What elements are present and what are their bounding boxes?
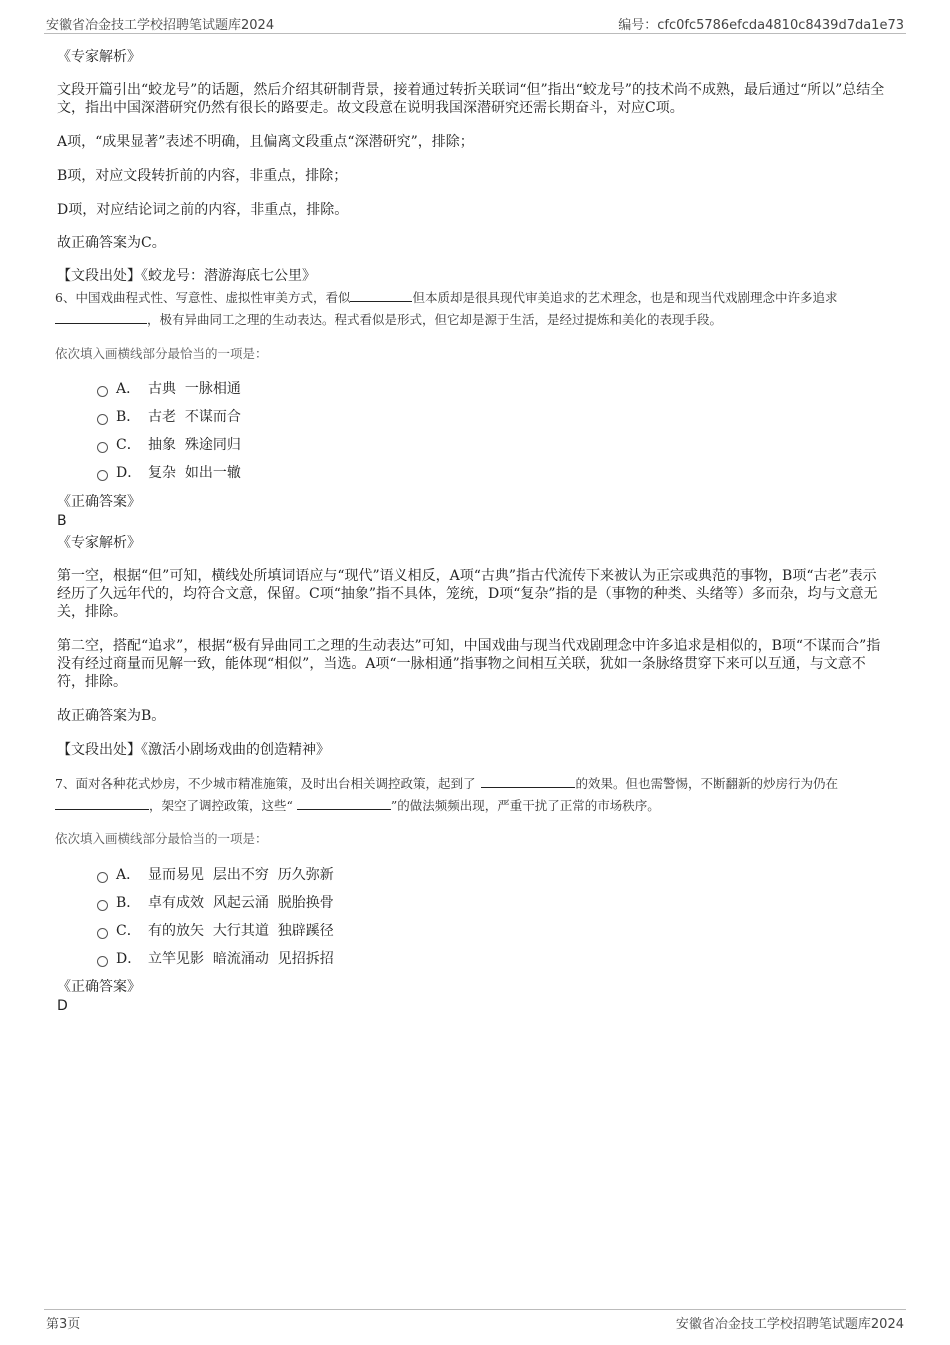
q5-analysis-option-d: D项，对应结论词之前的内容，非重点，排除。 [57, 202, 349, 218]
q5-analysis-option-b: B项，对应文段转折前的内容，非重点，排除； [57, 168, 348, 184]
q6-blank-1 [350, 288, 412, 302]
q7-option-c-text: 有的放矢 大行其道 独辟蹊径 [148, 923, 334, 939]
q6-option-a-text: 古典 一脉相通 [148, 381, 241, 397]
q7-option-b[interactable] [97, 894, 334, 912]
q7-option-b-text: 卓有成效 风起云涌 脱胎换骨 [148, 895, 334, 911]
q6-option-c[interactable] [97, 436, 241, 454]
header-divider [44, 33, 906, 34]
footer-doc-title: 安徽省冶金技工学校招聘笔试题库2024 [675, 1317, 904, 1332]
q7-option-d[interactable] [97, 950, 334, 968]
q7-blank-3 [297, 796, 391, 810]
q7-blank-2 [55, 796, 149, 810]
q6-option-d-letter: D． [116, 465, 142, 481]
q7-stem [55, 773, 897, 817]
q7-option-b-letter: B． [116, 895, 141, 911]
q6-option-b[interactable] [97, 408, 241, 426]
q7-stem-part2: 的效果。但也需警惕，不断翻新的炒房行为仍在 [575, 776, 838, 791]
q6-option-b-letter: B． [116, 409, 141, 425]
radio-icon[interactable] [97, 956, 108, 967]
footer-page-number: 第3页 [46, 1317, 81, 1332]
q7-stem-part4: ”的做法频频出现，严重干扰了正常的市场秩序。 [390, 798, 660, 813]
radio-icon[interactable] [97, 900, 108, 911]
q6-answer: B [57, 513, 67, 529]
q7-option-d-letter: D． [116, 951, 142, 967]
q7-option-c-letter: C． [116, 923, 141, 939]
radio-icon[interactable] [97, 928, 108, 939]
radio-icon[interactable] [97, 386, 108, 397]
q5-conclusion: 故正确答案为C。 [57, 235, 166, 251]
radio-icon[interactable] [97, 872, 108, 883]
q5-source: 【文段出处】《蛟龙号：潜游海底七公里》 [57, 268, 316, 284]
q6-option-d[interactable] [97, 464, 241, 482]
q6-conclusion: 故正确答案为B。 [57, 708, 166, 724]
q7-option-d-text: 立竿见影 暗流涌动 见招拆招 [148, 951, 334, 967]
q6-option-a[interactable] [97, 380, 241, 398]
q6-stem [55, 287, 897, 331]
radio-icon[interactable] [97, 442, 108, 453]
radio-icon[interactable] [97, 414, 108, 425]
q6-option-c-letter: C． [116, 437, 141, 453]
q6-analysis-paragraph-2: 第二空，搭配“追求”，根据“极有异曲同工之理的生动表达”可知，中国戏曲与现当代戏剧理念中许多追求是相似的，B项“不谋而合”指没有经过商量而见解一致，能体现“相似”，当选。A项“一脉相通”指事物之间相互关联，犹如一条脉络贯穿下来可以互通，与文意不符，排除。 [57, 638, 881, 690]
footer-divider [44, 1309, 906, 1310]
q7-option-a-letter: A． [116, 867, 141, 883]
q7-answer: D [57, 998, 68, 1014]
q7-stem-part3: ，架空了调控政策，这些“ [149, 798, 293, 813]
q6-stem-part2: 但本质却是很具现代审美追求的艺术理念，也是和现当代戏剧理念中许多追求 [412, 290, 838, 305]
q6-option-c-text: 抽象 殊途同归 [148, 437, 241, 453]
q6-option-b-text: 古老 不谋而合 [148, 409, 241, 425]
q7-prompt: 依次填入画横线部分最恰当的一项是： [55, 831, 268, 846]
q7-option-c[interactable] [97, 922, 334, 940]
q6-stem-part3: ，极有异曲同工之理的生动表达。程式看似是形式，但它却是源于生活，是经过提炼和美化的表现手段。 [147, 312, 723, 327]
header-doc-number: 编号：cfc0fc5786efcda4810c8439d7da1e73 [618, 18, 904, 33]
radio-icon[interactable] [97, 470, 108, 481]
q6-analysis-heading: 《专家解析》 [57, 535, 141, 551]
q6-option-a-letter: A． [116, 381, 141, 397]
q6-source: 【文段出处】《激活小剧场戏曲的创造精神》 [57, 742, 330, 758]
q6-stem-part1: 6、中国戏曲程式性、写意性、虚拟性审美方式，看似 [55, 290, 351, 305]
q6-prompt: 依次填入画横线部分最恰当的一项是： [55, 346, 268, 361]
q7-stem-part1: 7、面对各种花式炒房，不少城市精准施策，及时出台相关调控政策，起到了 [55, 776, 476, 791]
header-doc-title: 安徽省冶金技工学校招聘笔试题库2024 [46, 18, 275, 33]
q7-option-a[interactable] [97, 866, 334, 884]
q7-option-a-text: 显而易见 层出不穷 历久弥新 [148, 867, 334, 883]
q5-analysis-option-a: A项，“成果显著”表述不明确，且偏离文段重点“深潜研究”，排除； [57, 134, 474, 150]
q6-analysis-paragraph-1: 第一空，根据“但”可知，横线处所填词语应与“现代”语义相反，A项“古典”指古代流传下来被认为正宗或典范的事物，B项“古老”表示经历了久远年代的，均符合文意，保留。C项“抽象”指不具体，笼统，D项“复杂”指的是（事物的种类、头绪等）多而杂，均与文意无关，排除。 [57, 568, 878, 620]
q7-blank-1 [481, 774, 575, 788]
q5-analysis-heading: 《专家解析》 [57, 49, 141, 65]
q7-answer-heading: 《正确答案》 [57, 979, 141, 995]
q5-analysis-paragraph: 文段开篇引出“蛟龙号”的话题，然后介绍其研制背景，接着通过转折关联词“但”指出“蛟龙号”的技术尚不成熟，最后通过“所以”总结全文，指出中国深潜研究仍然有很长的路要走。故文段意在说明我国深潜研究还需长期奋斗，对应C项。 [57, 82, 885, 116]
q6-option-d-text: 复杂 如出一辙 [148, 465, 241, 481]
q6-blank-2 [55, 310, 147, 324]
q6-answer-heading: 《正确答案》 [57, 494, 141, 510]
